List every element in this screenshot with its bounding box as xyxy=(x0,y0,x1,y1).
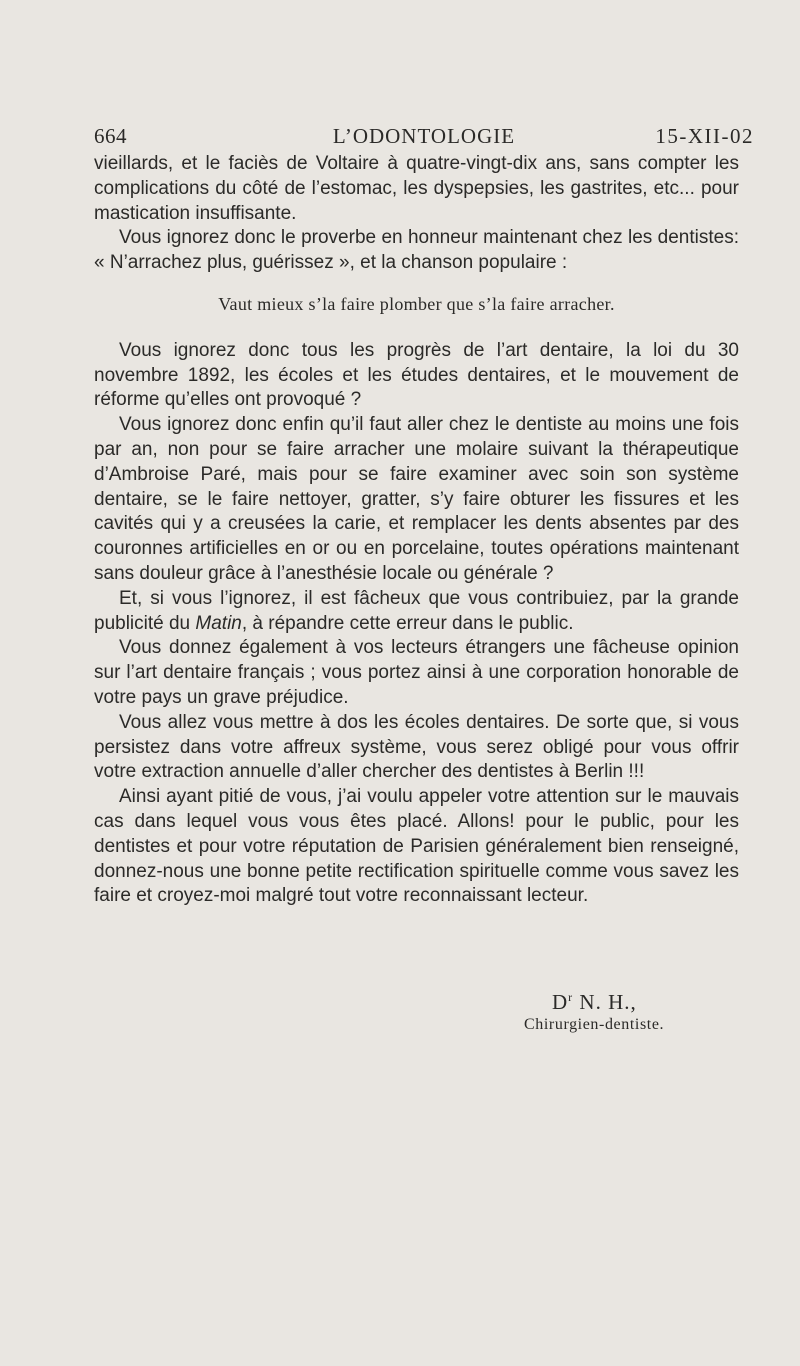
body-text xyxy=(94,152,739,909)
newspaper-name: Matin xyxy=(195,612,242,634)
running-head xyxy=(94,124,754,150)
song-quote: Vaut mieux s’la faire plomber que s’la faire arracher. xyxy=(218,293,615,314)
paragraph-3: Vous ignorez donc tous les progrès de l’art dentaire, la loi du 30 novembre 1892, les écoles et les études dentaires, et le mouvement de réforme qu’elles ont provoqué ? xyxy=(94,339,739,411)
paragraph-7: Vous allez vous mettre à dos les écoles dentaires. De sorte que, si vous persistez dans votre affreux système, vous serez obligé pour vous offrir votre extraction annuelle d’aller chercher des dentistes à Berlin !!! xyxy=(94,711,739,783)
signature-name xyxy=(552,990,637,1015)
signature-superscript: r xyxy=(568,990,574,1004)
signature-title: Chirurgien-dentiste. xyxy=(524,1016,665,1033)
paragraph-8: Ainsi ayant pitié de vous, j’ai voulu appeler votre attention sur le mauvais cas dans lequel vous vous êtes placé. Allons! pour le public, pour les dentistes et pour votre réputation de Parisien généralement bien renseigné, donnez-nous une bonne petite rectification spirituelle comme vous savez les faire et croyez-moi malgré tout votre reconnaissant lecteur. xyxy=(94,786,739,907)
paragraph-5-end: , à répandre cette erreur dans le public. xyxy=(241,612,574,634)
paragraph-6: Vous donnez également à vos lecteurs étrangers une fâcheuse opinion sur l’art dentaire français ; vous portez ainsi à une corporation honorable de votre pays un grave préjudice. xyxy=(94,637,739,708)
paragraph-2: Vous ignorez donc le proverbe en honneur maintenant chez les dentistes: « N’arrachez plus, guérissez », et la chanson populaire : xyxy=(94,227,739,274)
issue-date: 15-XII-02 xyxy=(655,124,754,148)
signature-initials: N. H., xyxy=(573,990,637,1014)
signature-block xyxy=(494,990,694,1050)
paragraph-5 xyxy=(94,587,739,637)
paragraph-1: vieillards, et le faciès de Voltaire à quatre-vingt-dix ans, sans compter les complications du côté de l’estomac, les dyspepsies, les gastrites, etc... pour mastication insuffisante. xyxy=(94,153,739,224)
signature-prefix: D xyxy=(552,990,569,1014)
journal-title: L’ODONTOLOGIE xyxy=(332,124,516,148)
paragraph-5-start: Et, si vous l’ignorez, il est fâcheux que vous contribuiez, par la grande publicité du xyxy=(94,587,739,634)
page-number: 664 xyxy=(94,124,127,148)
paragraph-4: Vous ignorez donc enfin qu’il faut aller chez le dentiste au moins une fois par an, non pour se faire arracher une molaire suivant la thérapeutique d’Ambroise Paré, mais pour se faire examiner avec soin son système dentaire, se le faire nettoyer, gratter, s’y faire obturer les fissures et les cavités qui y a creusées la carie, et remplacer les dents absentes par des couronnes artificielles en or ou en porcelaine, toutes opérations maintenant sans douleur grâce à l’anesthésie locale ou générale ? xyxy=(94,414,739,584)
